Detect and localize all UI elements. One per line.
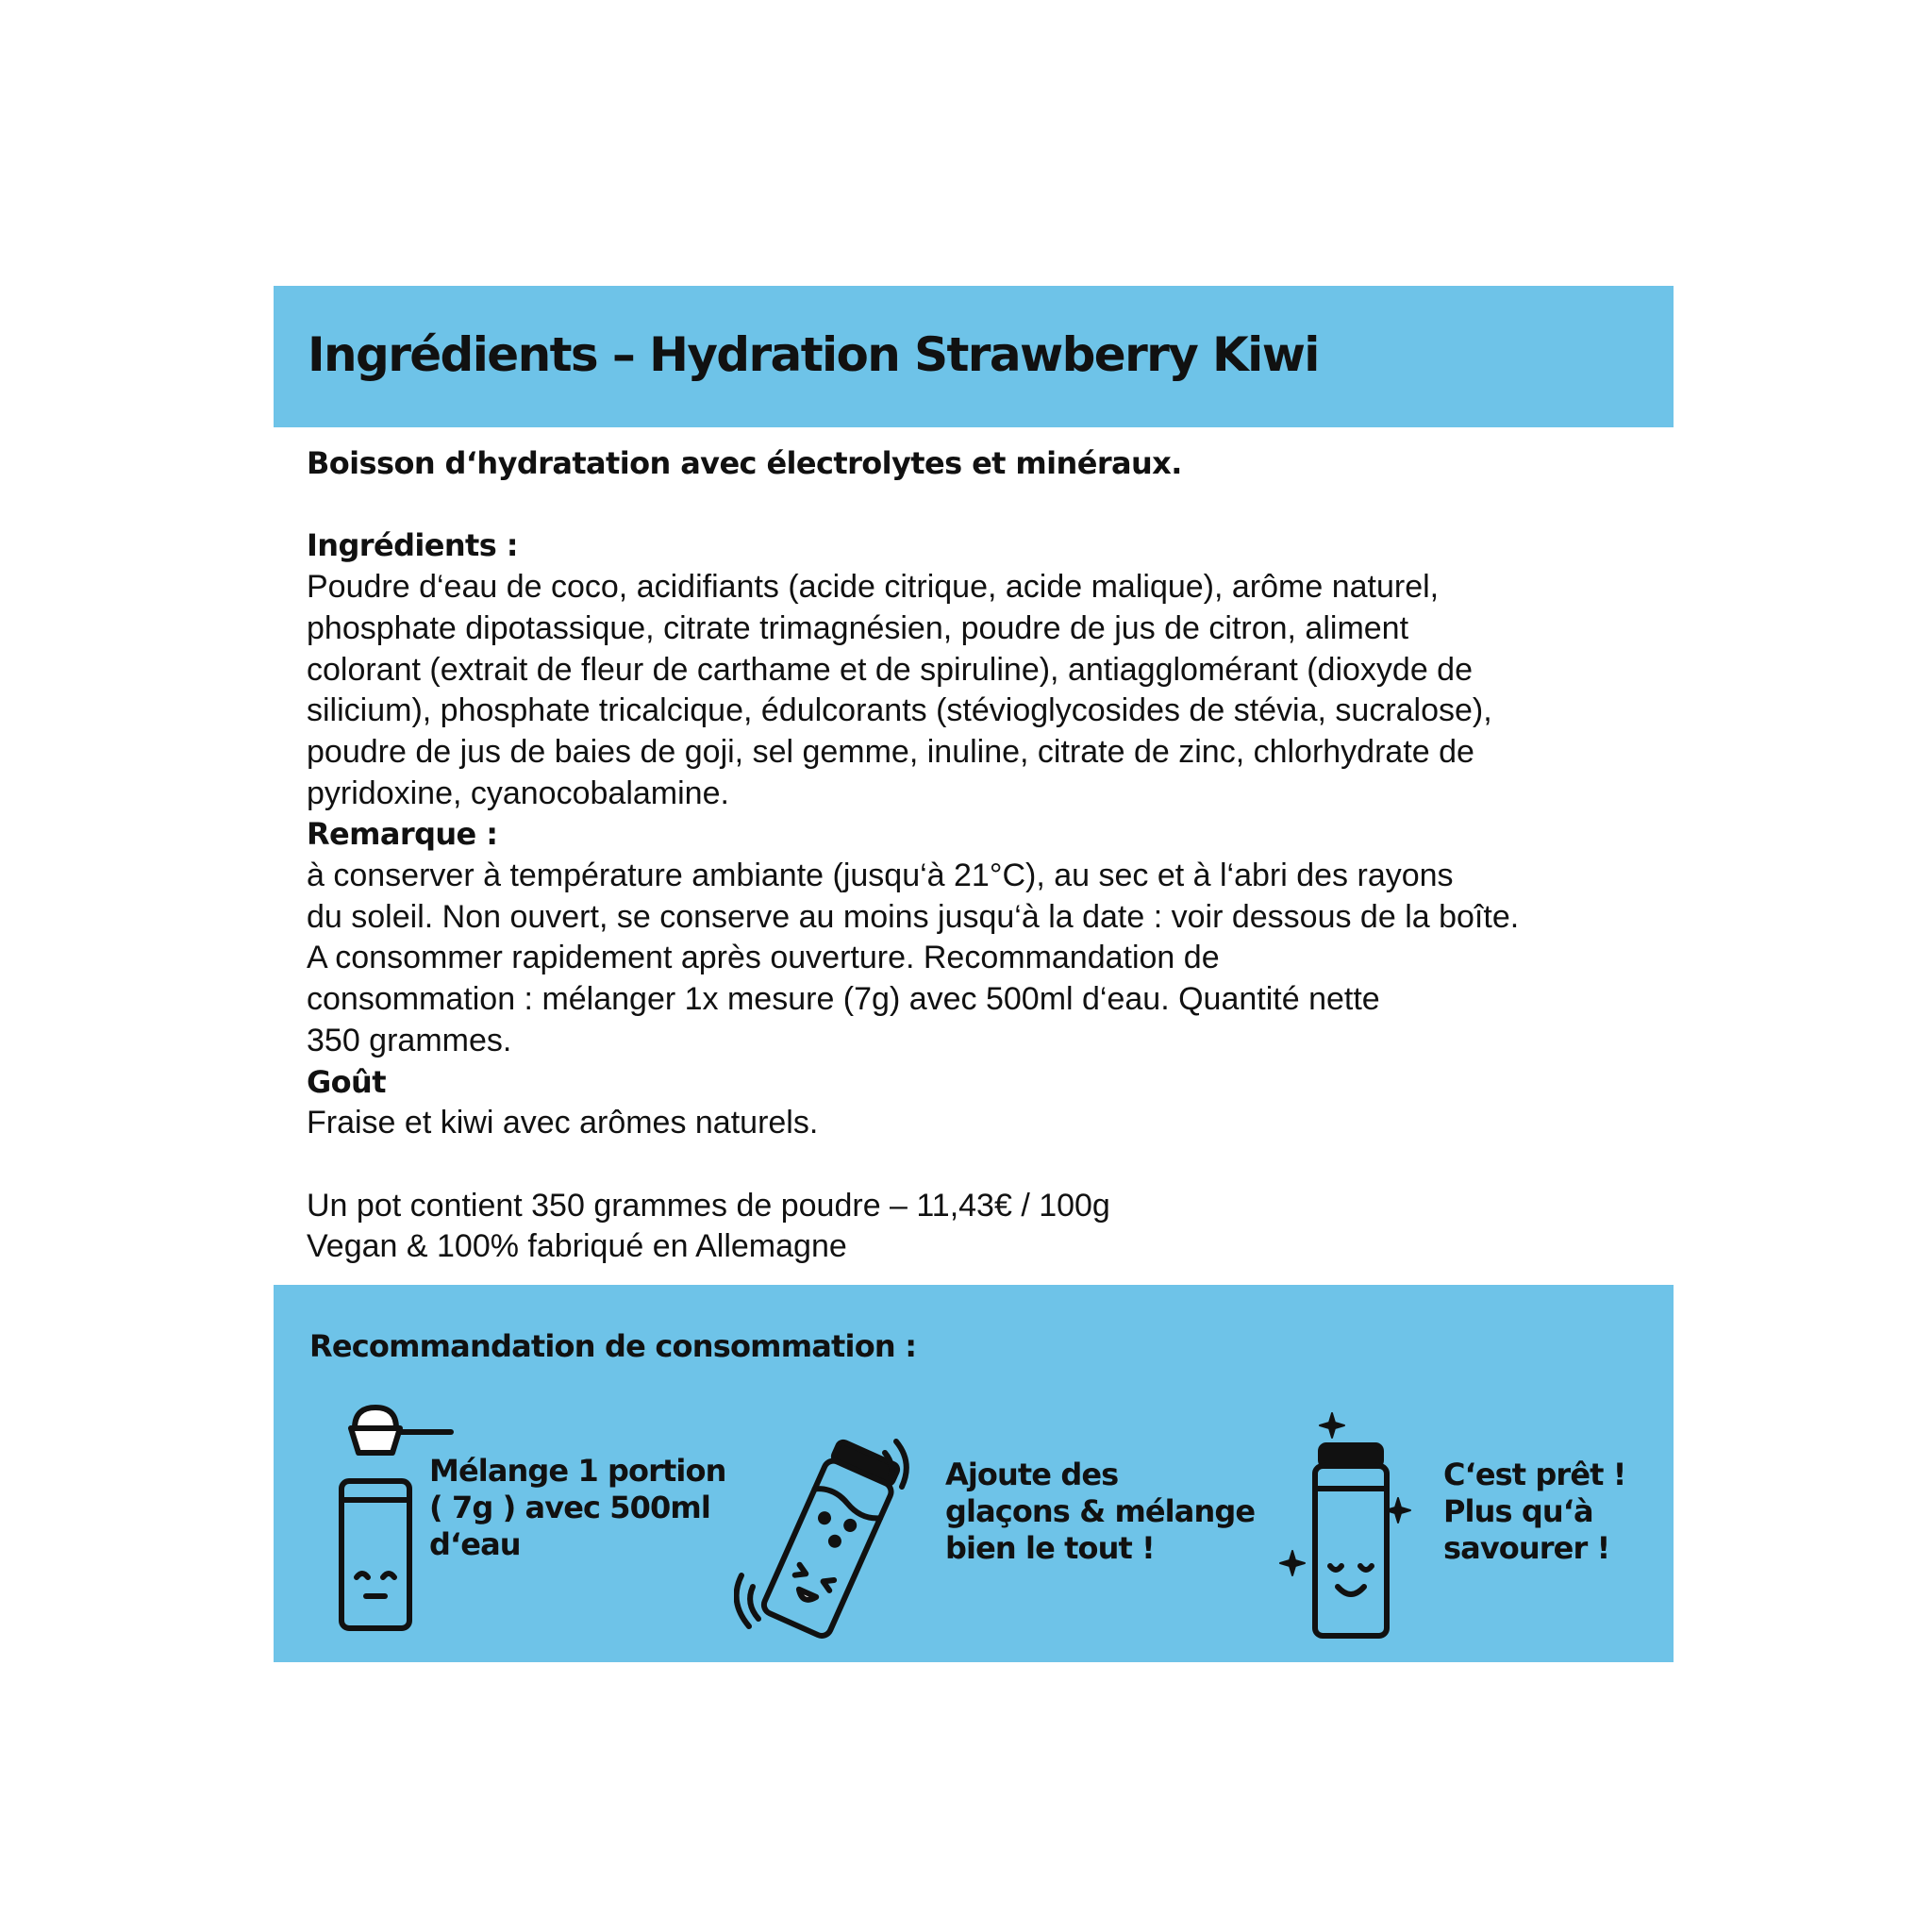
spacer [307,1144,1646,1186]
taste-text: Fraise et kiwi avec arômes naturels. [307,1105,819,1141]
remark-line: consommation : mélanger 1x mesure (7g) avec 500ml d‘eau. Quantité nette [307,981,1380,1018]
ingredients-line: colorant (extrait de fleur de carthame et de spiruline), antiagglomérant (dioxyde de [307,651,1474,688]
remark-line: du soleil. Non ouvert, se conserve au moins jusqu‘à la date : voir dessous de la boîte. [307,898,1520,935]
spacer [307,485,1646,526]
ingredients-line: pyridoxine, cyanocobalamine. [307,774,729,811]
ingredients-line: poudre de jus de baies de goji, sel gemme, inuline, citrate de zinc, chlorhydrate de [307,733,1474,770]
taste-heading: Goût [307,1063,386,1100]
remark-heading: Remarque : [307,816,498,853]
step-3-text: C‘est prêt ! Plus qu‘à savourer ! [1443,1457,1626,1566]
page-title: Ingrédients – Hydration Strawberry Kiwi [308,327,1319,382]
remark-line: 350 grammes. [307,1022,512,1058]
title-banner [274,286,1674,427]
step-2-text: Ajoute des glaçons & mélange bien le tout ! [945,1457,1256,1566]
price-line: Un pot contient 350 grammes de poudre – 11,43€ / 100g [307,1187,1110,1224]
remark-line: à conserver à température ambiante (jusqu‘à 21°C), au sec et à l‘abri des rayons [307,858,1454,894]
recommendation-title: Recommandation de consommation : [309,1328,917,1364]
shaking-bottle-icon [734,1426,923,1643]
remark-line: A consommer rapidement après ouverture. Recommandation de [307,940,1220,976]
ingredients-heading: Ingrédients : [307,527,518,564]
ingredients-section [307,443,1646,1268]
product-intro: Boisson d‘hydratation avec électrolytes et minéraux. [307,445,1182,481]
step-1-text: Mélange 1 portion ( 7g ) avec 500ml d‘eau [429,1453,726,1562]
ingredients-line: Poudre d‘eau de coco, acidifiants (acide citrique, acide malique), arôme naturel, [307,569,1440,606]
origin-line: Vegan & 100% fabriqué en Allemagne [307,1228,847,1265]
ingredients-line: phosphate dipotassique, citrate trimagnésien, poudre de jus de citron, aliment [307,609,1409,646]
recommendation-panel [274,1285,1674,1662]
sparkling-bottle-icon [1274,1409,1415,1645]
ingredients-line: silicium), phosphate tricalcique, édulcorants (stévioglycosides de stévia, sucralose), [307,692,1492,729]
